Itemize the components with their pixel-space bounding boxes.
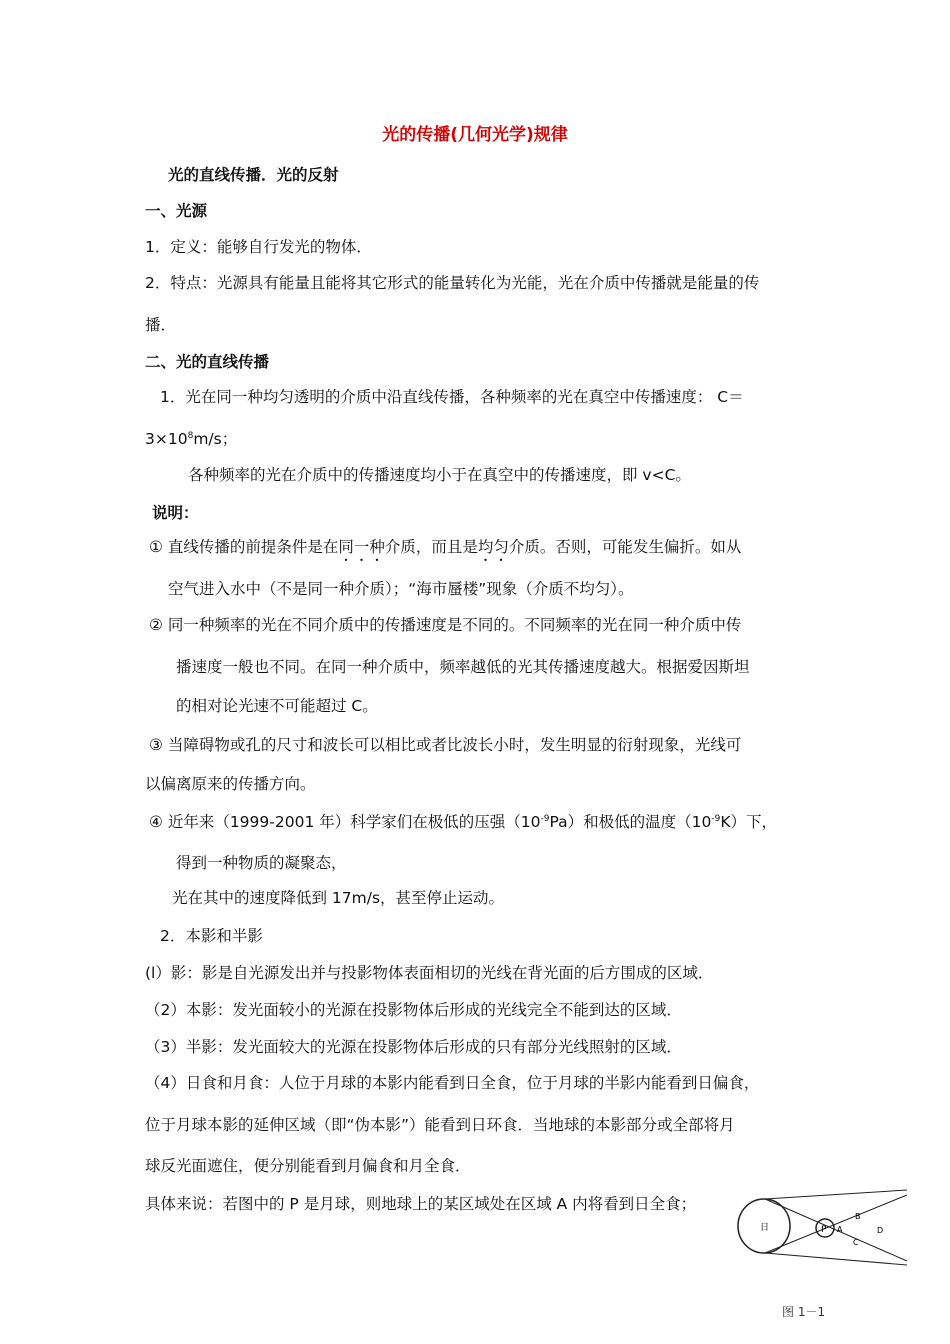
region-label-b: B xyxy=(855,1212,861,1221)
figure-caption: 图 1－1 xyxy=(782,1305,826,1319)
moon-label: P xyxy=(821,1225,827,1235)
note-2-line-3: 的相对论光速不可能超过 C。 xyxy=(176,697,378,715)
note-2-line-1: ② 同一种频率的光在不同介质中的传播速度是不同的。不同频率的光在同一种介质中传 xyxy=(149,616,742,634)
note-1-line-1: ① 直线传播的前提条件是在同一种介质，而且是均匀介质。否则，可能发生偏折。如从 xyxy=(149,538,742,556)
sec2-para-2: 各种频率的光在介质中的传播速度均小于在真空中的传播速度，即 v<C。 xyxy=(188,466,691,484)
ray-line xyxy=(765,1199,907,1261)
region-label-a: A xyxy=(837,1225,843,1234)
shadow-title: 2．本影和半影 xyxy=(160,927,263,945)
sec2-para-1-line-2: $3\times 10^8m/s$； xyxy=(145,430,238,448)
sec2-para-1-line-1: 1．光在同一种均匀透明的介质中沿直线传播，各种频率的光在真空中传播速度： C＝ xyxy=(160,388,744,406)
subtitle: 光的直线传播．光的反射 xyxy=(168,166,339,184)
sec1-item-2-line-2: 播． xyxy=(145,316,177,334)
note-4-line-3: 光在其中的速度降低到 17m/s，甚至停止运动。 xyxy=(172,889,505,907)
ray-line xyxy=(765,1195,907,1253)
shadow-item-2: （2）本影：发光面较小的光源在投影物体后形成的光线完全不能到达的区域． xyxy=(145,1001,682,1019)
page-title: 光的传播(几何光学)规律 xyxy=(382,125,568,145)
note-label: 说明： xyxy=(152,504,199,522)
shadow-item-4-line-2: 位于月球本影的延伸区域（即“伪本影”）能看到日环食．当地球的本影部分或全部将月 xyxy=(145,1116,735,1134)
shadow-item-1: (l）影：影是自光源发出并与投影物体表面相切的光线在背光面的后方围成的区域． xyxy=(145,964,714,982)
note-4-line-2: 得到一种物质的凝聚态， xyxy=(176,854,347,872)
eclipse-diagram xyxy=(735,1185,915,1275)
shadow-item-5: 具体来说：若图中的 P 是月球，则地球上的某区域处在区域 A 内将看到日全食； xyxy=(145,1195,697,1213)
ray-line xyxy=(765,1190,907,1199)
region-label-d: D xyxy=(877,1226,884,1235)
sec1-item-1: 1．定义：能够自行发光的物体． xyxy=(145,238,372,256)
section-2-heading: 二、光的直线传播 xyxy=(145,353,270,371)
section-1-heading: 一、光源 xyxy=(145,202,208,220)
shadow-item-4-line-3: 球反光面遮住，便分别能看到月偏食和月全食． xyxy=(145,1157,471,1175)
ray-line xyxy=(765,1253,907,1265)
shadow-item-4-line-1: （4）日食和月食：人位于月球的本影内能看到日全食，位于月球的半影内能看到日偏食， xyxy=(145,1074,760,1092)
note-1-line-2: 空气进入水中（不是同一种介质）；“海市蜃楼”现象（介质不均匀）。 xyxy=(168,580,634,598)
note-3-line-2: 以偏离原来的传播方向。 xyxy=(145,775,316,793)
sec1-item-2-line-1: 2．特点：光源具有能量且能将其它形式的能量转化为光能，光在介质中传播就是能量的传 xyxy=(145,274,760,292)
region-label-c: C xyxy=(853,1238,859,1247)
shadow-item-3: （3）半影：发光面较大的光源在投影物体后形成的只有部分光线照射的区域． xyxy=(145,1038,682,1056)
note-3-line-1: ③ 当障碍物或孔的尺寸和波长可以相比或者比波长小时，发生明显的衍射现象，光线可 xyxy=(149,736,742,754)
note-4-line-1: ④ 近年来（1999-2001 年）科学家们在极低的压强$(10^{-9}Pa)$和极低的温度$(10^{-9}K)$下， xyxy=(149,813,777,831)
note-2-line-2: 播速度一般也不同。在同一种介质中，频率越低的光其传播速度越大。根据爱因斯坦 xyxy=(176,658,750,676)
sun-label: 日 xyxy=(760,1223,770,1233)
